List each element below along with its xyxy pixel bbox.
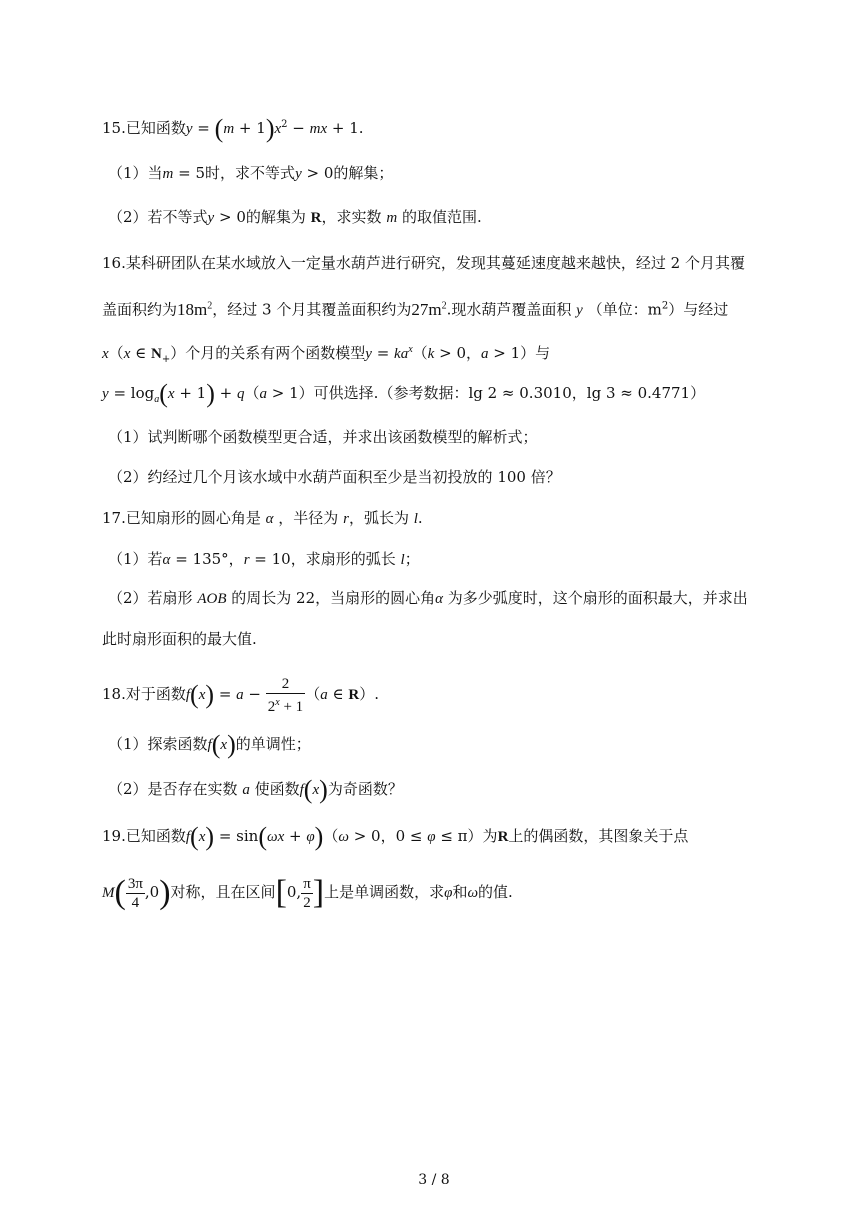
q18-stem: 18.对于函数f(x) = a − $\frac{2}{2^x + 1}$ （a ∈ R）.	[102, 675, 379, 715]
q19-stem: 19.已知函数f(x) = sin(ωx + φ)（ω > 0，0 ≤ φ ≤ π）为R上的偶函数，其图象关于点	[102, 822, 689, 851]
q16-line3: x（x ∈ $N_+$）个月的关系有两个函数模型$y = ka^x(k > 0$，a > 1）与	[102, 344, 551, 365]
q18-part1: （1）探索函数f(x)的单调性；	[108, 730, 311, 759]
q17-stem: 17.已知扇形的圆心角是 α ，半径为 r，弧长为 l.	[102, 509, 423, 527]
q15-part1: （1）当m = 5时，求不等式y > 0的解集；	[108, 164, 394, 182]
q17-part2-line2: 此时扇形面积的最大值.	[102, 630, 257, 648]
q16-part1: （1）试判断哪个函数模型更合适，并求出该函数模型的解析式；	[108, 428, 538, 446]
q16-part2: （2）约经过几个月该水域中水葫芦面积至少是当初投放的 100 倍？	[108, 468, 561, 486]
q17-part1: （1）若α = 135°，r = 10，求扇形的弧长 l；	[108, 550, 420, 568]
q15-stem: 15.已知函数$y = (m + 1)x^2$ − mx + 1.	[102, 114, 364, 143]
q16-line2: 盖面积约为$18m^2$，经过 3 个月其覆盖面积约为$27m^2$.现水葫芦覆盖面积 y （单位：$m^2$）与经过	[102, 299, 729, 319]
q17-part2-line1: （2）若扇形 AOB 的周长为 22，当扇形的圆心角α 为多少弧度时，这个扇形的面积最大，并求出	[108, 589, 748, 607]
q16-line4: $y = \log_a(x + 1) + q(a > 1)$可供选择.（参考数据：lg 2 ≈ 0.3010，lg 3 ≈ 0.4771）	[102, 379, 706, 408]
q16-line1: 16.某科研团队在某水域放入一定量水葫芦进行研究，发现其蔓延速度越来越快，经过 2 个月其覆	[102, 254, 745, 272]
page-number: 3 / 8	[418, 1172, 450, 1188]
fraction: $\frac{2}{2^x + 1}$	[267, 675, 304, 715]
q18-part2: （2）是否存在实数 a 使函数f(x)为奇函数？	[108, 775, 403, 804]
q15-part2: （2）若不等式y > 0的解集为 R，求实数 m 的取值范围.	[108, 208, 482, 226]
q19-line2: M( $\frac{3\pi}{4}$ ,0)对称，且在区间[0, $\frac{\pi}{2}$ ]上是单调函数，求φ和ω的值.	[102, 874, 513, 911]
